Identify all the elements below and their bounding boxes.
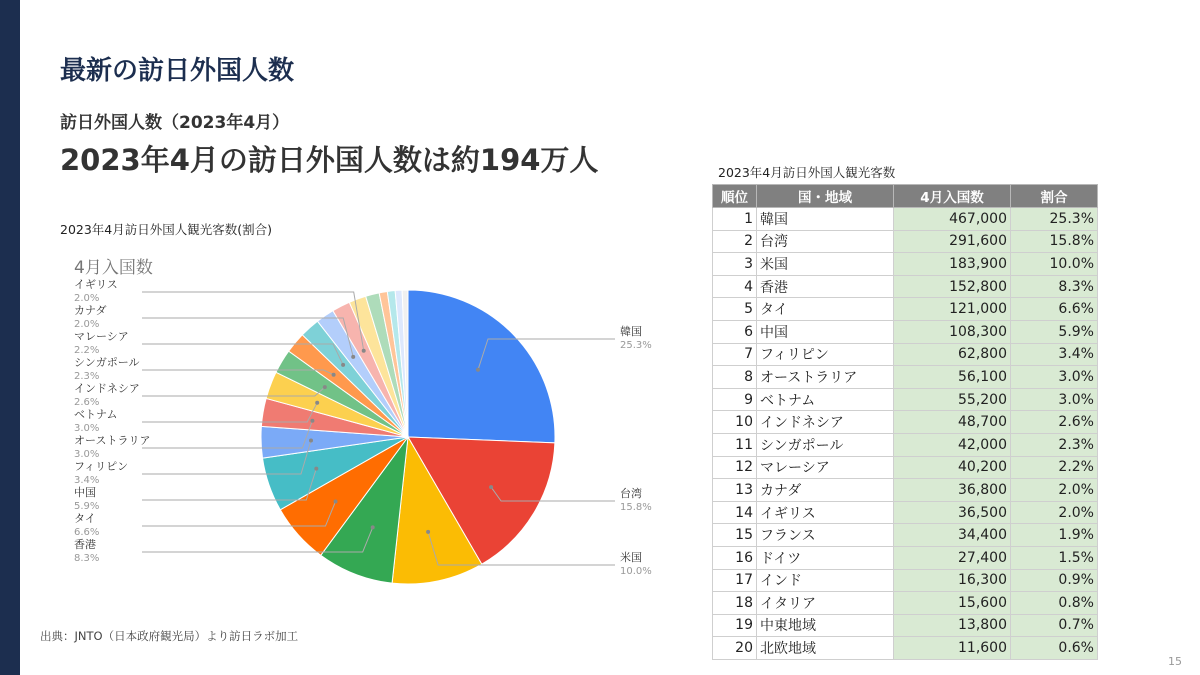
pie-leader-dot (334, 500, 338, 504)
pie-percent-label: 25.3% (620, 340, 652, 351)
cell-share: 10.0% (1011, 253, 1098, 276)
pie-slice (408, 290, 555, 443)
table-row (713, 614, 1098, 637)
cell-country: 北欧地域 (757, 637, 894, 660)
pie-leader-dot (371, 525, 375, 529)
pie-label: 韓国 (620, 325, 642, 338)
cell-share: 8.3% (1011, 275, 1098, 298)
cell-rank: 19 (713, 614, 757, 637)
sidebar-accent-bar (0, 0, 20, 675)
pie-leader-dot (476, 368, 480, 372)
header-rank: 順位 (713, 185, 757, 208)
cell-country: オーストラリア (757, 366, 894, 389)
cell-rank: 1 (713, 208, 757, 231)
table-row (713, 501, 1098, 524)
cell-share: 0.8% (1011, 592, 1098, 615)
header-arrivals: 4月入国数 (894, 185, 1011, 208)
table-body (713, 208, 1098, 660)
pie-label: 香港 (74, 538, 96, 551)
cell-rank: 8 (713, 366, 757, 389)
pie-percent-label: 8.3% (74, 553, 100, 564)
header-share: 割合 (1011, 185, 1098, 208)
cell-arrivals: 183,900 (894, 253, 1011, 276)
table-row (713, 592, 1098, 615)
cell-rank: 9 (713, 388, 757, 411)
pie-label: 中国 (74, 486, 96, 499)
pie-percent-label: 2.0% (74, 319, 100, 330)
pie-percent-label: 3.0% (74, 449, 100, 460)
table-row (713, 456, 1098, 479)
cell-arrivals: 48,700 (894, 411, 1011, 434)
table-row (713, 275, 1098, 298)
table-row (713, 479, 1098, 502)
cell-share: 1.5% (1011, 546, 1098, 569)
pie-label: シンガポール (74, 356, 140, 369)
cell-share: 2.2% (1011, 456, 1098, 479)
cell-arrivals: 15,600 (894, 592, 1011, 615)
table-row (713, 524, 1098, 547)
cell-rank: 2 (713, 230, 757, 253)
cell-share: 3.0% (1011, 388, 1098, 411)
pie-percent-label: 5.9% (74, 501, 100, 512)
pie-label: 米国 (620, 551, 642, 564)
pie-label: カナダ (74, 304, 107, 317)
cell-rank: 3 (713, 253, 757, 276)
cell-rank: 18 (713, 592, 757, 615)
cell-share: 6.6% (1011, 298, 1098, 321)
cell-share: 25.3% (1011, 208, 1098, 231)
pie-leader-dot (309, 439, 313, 443)
pie-percent-label: 2.3% (74, 371, 100, 382)
cell-arrivals: 40,200 (894, 456, 1011, 479)
cell-country: ベトナム (757, 388, 894, 411)
cell-rank: 20 (713, 637, 757, 660)
cell-share: 3.4% (1011, 343, 1098, 366)
cell-rank: 5 (713, 298, 757, 321)
table-row (713, 546, 1098, 569)
pie-leader-dot (362, 349, 366, 353)
page-title: 最新の訪日外国人数 (60, 56, 295, 86)
cell-arrivals: 467,000 (894, 208, 1011, 231)
cell-country: ドイツ (757, 546, 894, 569)
page-subtitle: 訪日外国人数（2023年4月） (60, 113, 290, 133)
pie-percent-label: 2.2% (74, 345, 100, 356)
cell-country: フィリピン (757, 343, 894, 366)
cell-country: 韓国 (757, 208, 894, 231)
cell-rank: 12 (713, 456, 757, 479)
table-row (713, 230, 1098, 253)
cell-share: 5.9% (1011, 320, 1098, 343)
cell-country: イギリス (757, 501, 894, 524)
pie-leader-dot (341, 363, 345, 367)
pie-label: マレーシア (74, 330, 129, 343)
pie-percent-label: 15.8% (620, 502, 652, 513)
cell-country: シンガポール (757, 433, 894, 456)
pie-percent-label: 2.6% (74, 397, 100, 408)
cell-country: 中東地域 (757, 614, 894, 637)
cell-country: 台湾 (757, 230, 894, 253)
pie-label: 台湾 (620, 487, 642, 500)
cell-share: 0.9% (1011, 569, 1098, 592)
table-row (713, 569, 1098, 592)
pie-leader-dot (314, 467, 318, 471)
cell-arrivals: 152,800 (894, 275, 1011, 298)
page-number: 15 (1168, 655, 1182, 668)
cell-share: 15.8% (1011, 230, 1098, 253)
pie-label: ベトナム (74, 408, 118, 421)
cell-rank: 6 (713, 320, 757, 343)
pie-percent-label: 2.0% (74, 293, 100, 304)
cell-arrivals: 108,300 (894, 320, 1011, 343)
cell-rank: 4 (713, 275, 757, 298)
cell-country: インドネシア (757, 411, 894, 434)
pie-percent-label: 3.0% (74, 423, 100, 434)
cell-country: マレーシア (757, 456, 894, 479)
chart-caption: 2023年4月訪日外国人観光客数(割合) (60, 222, 273, 237)
table-row (713, 411, 1098, 434)
cell-country: 米国 (757, 253, 894, 276)
header-country: 国・地域 (757, 185, 894, 208)
cell-rank: 17 (713, 569, 757, 592)
pie-percent-label: 10.0% (620, 566, 652, 577)
cell-share: 1.9% (1011, 524, 1098, 547)
cell-rank: 7 (713, 343, 757, 366)
headline: 2023年4月の訪日外国人数は約194万人 (60, 143, 599, 177)
pie-leader-dot (489, 485, 493, 489)
source-note: 出典：JNTO（日本政府観光局）より訪日ラボ加工 (40, 629, 299, 643)
table-row (713, 366, 1098, 389)
table-row (713, 298, 1098, 321)
cell-arrivals: 291,600 (894, 230, 1011, 253)
cell-arrivals: 62,800 (894, 343, 1011, 366)
pie-slices (261, 290, 555, 584)
cell-share: 2.0% (1011, 501, 1098, 524)
table-row (713, 388, 1098, 411)
cell-share: 0.6% (1011, 637, 1098, 660)
pie-label: オーストラリア (74, 434, 151, 447)
pie-chart (60, 245, 660, 595)
ranking-table (712, 184, 1098, 660)
cell-share: 2.3% (1011, 433, 1098, 456)
pie-label: イギリス (74, 278, 118, 291)
cell-country: インド (757, 569, 894, 592)
cell-country: 中国 (757, 320, 894, 343)
pie-label: インドネシア (74, 382, 140, 395)
pie-label: タイ (74, 512, 96, 525)
table-caption: 2023年4月訪日外国人観光客数 (718, 165, 896, 180)
cell-arrivals: 36,500 (894, 501, 1011, 524)
cell-country: フランス (757, 524, 894, 547)
cell-arrivals: 121,000 (894, 298, 1011, 321)
cell-share: 0.7% (1011, 614, 1098, 637)
pie-label: フィリピン (74, 460, 129, 473)
chart-title: 4月入国数 (74, 258, 153, 278)
pie-percent-label: 3.4% (74, 475, 100, 486)
cell-arrivals: 42,000 (894, 433, 1011, 456)
cell-arrivals: 13,800 (894, 614, 1011, 637)
cell-share: 2.0% (1011, 479, 1098, 502)
cell-country: イタリア (757, 592, 894, 615)
pie-leader-dot (332, 373, 336, 377)
cell-country: カナダ (757, 479, 894, 502)
cell-rank: 11 (713, 433, 757, 456)
cell-arrivals: 11,600 (894, 637, 1011, 660)
cell-rank: 15 (713, 524, 757, 547)
table-row (713, 343, 1098, 366)
cell-arrivals: 55,200 (894, 388, 1011, 411)
cell-country: 香港 (757, 275, 894, 298)
table-header-row (713, 185, 1098, 208)
cell-country: タイ (757, 298, 894, 321)
pie-leader-dot (315, 401, 319, 405)
cell-rank: 14 (713, 501, 757, 524)
pie-leader-dot (323, 385, 327, 389)
pie-leader-dot (351, 355, 355, 359)
cell-share: 2.6% (1011, 411, 1098, 434)
cell-arrivals: 56,100 (894, 366, 1011, 389)
table-row (713, 320, 1098, 343)
pie-leader-dot (426, 530, 430, 534)
pie-leader-dot (310, 419, 314, 423)
pie-percent-label: 6.6% (74, 527, 100, 538)
cell-share: 3.0% (1011, 366, 1098, 389)
cell-arrivals: 34,400 (894, 524, 1011, 547)
cell-arrivals: 36,800 (894, 479, 1011, 502)
cell-rank: 16 (713, 546, 757, 569)
cell-rank: 10 (713, 411, 757, 434)
cell-arrivals: 27,400 (894, 546, 1011, 569)
cell-arrivals: 16,300 (894, 569, 1011, 592)
cell-rank: 13 (713, 479, 757, 502)
table-row (713, 253, 1098, 276)
table-row (713, 637, 1098, 660)
table-row (713, 208, 1098, 231)
table-row (713, 433, 1098, 456)
